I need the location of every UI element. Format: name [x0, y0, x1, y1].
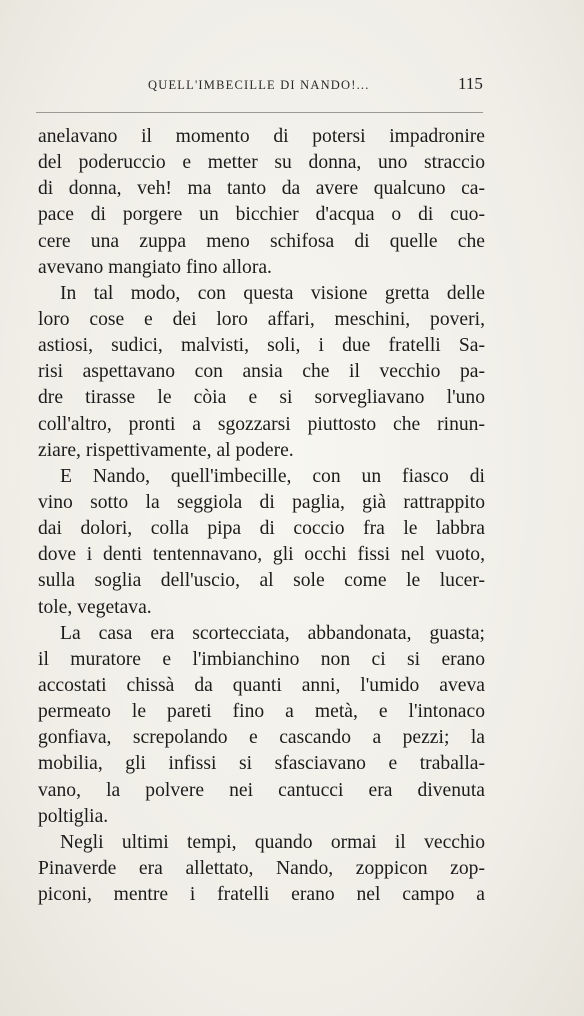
text-line: Pinaverde era allettato, Nando, zoppicon zop- [38, 857, 485, 879]
header-rule [36, 112, 483, 113]
text-line: mobilia, gli infissi si sfasciavano e traballa- [38, 753, 485, 775]
text-line: coll'altro, pronti a sgozzarsi piuttosto che rinun- [38, 413, 485, 435]
text-line: vino sotto la seggiola di paglia, già rattrappito [38, 491, 485, 513]
running-title: QUELL'IMBECILLE DI NANDO!... [148, 78, 370, 92]
text-line: di donna, veh! ma tanto da avere qualcuno ca- [38, 178, 485, 200]
text-line: risi aspettavano con ansia che il vecchio pa- [38, 361, 485, 383]
page-number: 115 [458, 74, 483, 93]
text-line: E Nando, quell'imbecille, con un fiasco di [60, 465, 485, 487]
text-line: il muratore e l'imbianchino non ci si erano [38, 648, 485, 670]
text-line: del poderuccio e metter su donna, uno straccio [38, 152, 485, 174]
text-line: cere una zuppa meno schifosa di quelle che [38, 230, 485, 252]
text-line: permeato le pareti fino a metà, e l'intonaco [38, 701, 485, 723]
text-line: astiosi, sudici, malvisti, soli, i due fratelli Sa- [38, 335, 485, 357]
text-line: In tal modo, con questa visione gretta delle [60, 282, 485, 304]
body-text [38, 124, 485, 908]
text-line: dre tirasse le còia e si sorvegliavano l'uno [38, 387, 485, 409]
text-line: vano, la polvere nei cantucci era divenuta [38, 779, 485, 801]
text-line: sulla soglia dell'uscio, al sole come le lucer- [38, 570, 485, 592]
text-line: tole, vegetava. [38, 596, 152, 618]
text-line: accostati chissà da quanti anni, l'umido aveva [38, 674, 485, 696]
text-line: loro cose e dei loro affari, meschini, poveri, [38, 308, 485, 330]
text-line: gonfiava, screpolando e cascando a pezzi; la [38, 727, 485, 749]
text-line: ziare, rispettivamente, al podere. [38, 439, 294, 461]
text-line: La casa era scortecciata, abbandonata, guasta; [60, 622, 485, 644]
text-line: Negli ultimi tempi, quando ormai il vecchio [60, 831, 485, 853]
text-line: dai dolori, colla pipa di coccio fra le labbra [38, 518, 485, 540]
text-line: pace di porgere un bicchier d'acqua o di cuo- [38, 204, 485, 226]
text-line: avevano mangiato fino allora. [38, 256, 272, 278]
text-line: piconi, mentre i fratelli erano nel campo a [38, 884, 485, 906]
text-line: anelavano il momento di potersi impadronire [38, 126, 485, 147]
text-line: poltiglia. [38, 805, 109, 827]
text-line: dove i denti tentennavano, gli occhi fissi nel vuoto, [38, 544, 485, 566]
